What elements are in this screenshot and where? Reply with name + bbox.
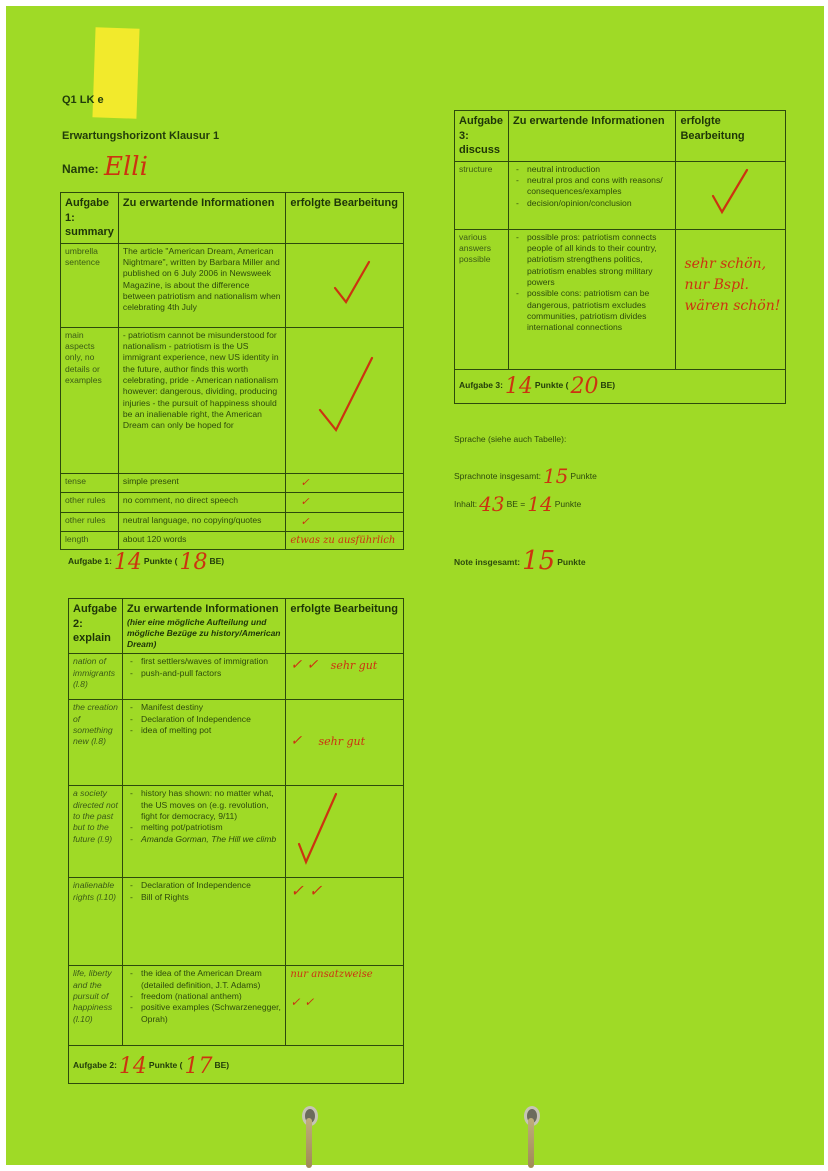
task1-criterion: other rules <box>61 493 119 513</box>
task3-mark-cell <box>676 229 786 369</box>
check-mark-icon: ✓ ✓ <box>290 657 319 674</box>
teacher-comment: nur ansatzweise <box>290 969 373 981</box>
task3-info: - possible pros: patriotism connects people of all kinds to their country, patriotism strengthens politics, patriotism enables strong military powers - possible cons: patriotism can be dangerous, patriotism excludes communities, patriotism divides international connections <box>508 229 675 369</box>
task1-criterion: main aspects only, no details or examples <box>61 327 119 473</box>
check-mark-icon <box>296 790 340 866</box>
task1-mark-cell <box>286 512 404 532</box>
task2-header-done: erfolgte Bearbeitung <box>286 599 404 654</box>
check-mark-icon: ✓ <box>300 514 310 528</box>
task2-criterion: a society directed not to the past but to the future (l.9) <box>69 786 123 878</box>
green-exam-sheet <box>6 6 824 1165</box>
teacher-comment: sehr gut <box>318 735 366 749</box>
task1-criterion: tense <box>61 473 119 493</box>
task2-info: - the idea of the American Dream (detailed definition, J.T. Adams) - freedom (national anthem) - positive examples (Schwarzenegger, Oprah) <box>122 966 285 1046</box>
task3-points: Aufgabe 3:14 Punkte (20 BE) <box>459 373 616 399</box>
binder-wire <box>306 1118 312 1168</box>
task1-info: about 120 words <box>118 532 285 550</box>
check-mark-icon <box>710 166 750 216</box>
task1-mark-cell <box>286 473 404 493</box>
task1-mark-cell <box>286 532 404 550</box>
page-title: Erwartungshorizont Klausur 1 <box>62 130 220 142</box>
task2-header-task: Aufgabe 2: explain <box>69 599 123 654</box>
language-score: 15 <box>542 464 569 488</box>
course-label: Q1 LK e <box>62 94 104 106</box>
task1-max: 18 <box>179 550 208 575</box>
content-score: 14 <box>527 492 553 516</box>
task1-info: no comment, no direct speech <box>118 493 285 513</box>
check-mark-icon: ✓ <box>300 475 310 489</box>
task2-mark-cell <box>286 654 404 700</box>
task3-mark-cell <box>676 161 786 229</box>
task2-criterion: inalienable rights (l.10) <box>69 878 123 966</box>
task1-points: Aufgabe 1:14 Punkte (18 BE) <box>68 550 225 575</box>
task1-criterion: length <box>61 532 119 550</box>
task1-header-done: erfolgte Bearbeitung <box>286 193 404 244</box>
task1-mark-cell <box>286 327 404 473</box>
content-grade: Inhalt: 43 BE = 14 Punkte <box>454 492 582 516</box>
task3-table <box>454 110 786 404</box>
task1-info: - patriotism cannot be misunderstood for nationalism - patriotism is the US immigrant experience, new US identity in the future, author finds this worth celebrating, pride - American nationalism however: dangerous, dividing, producing injuries - the pursuit of happiness should be an inalienable right, the American Dream can only be hoped for <box>118 327 285 473</box>
check-mark-icon <box>332 258 372 308</box>
teacher-comment: etwas zu ausführlich <box>290 535 396 547</box>
task1-info: neutral language, no copying/quotes <box>118 512 285 532</box>
task2-header-sub: (hier eine mögliche Aufteilung und mögliche Bezüge zu history/American Dream) <box>126 616 281 649</box>
name-label: Name: <box>62 162 99 176</box>
task2-header-info: Zu erwartende Informationen <box>126 603 279 615</box>
teacher-comment: sehr schön, nur Bspl. wären schön! <box>684 255 781 314</box>
teacher-comment: sehr gut <box>330 659 378 673</box>
task3-header-done: erfolgte Bearbeitung <box>676 111 786 162</box>
task2-criterion: the creation of something new (l.8) <box>69 700 123 786</box>
task3-criterion: structure <box>455 161 509 229</box>
task2-mark-cell <box>286 966 404 1046</box>
check-mark-icon <box>316 354 376 434</box>
task1-header-info: Zu erwartende Informationen <box>118 193 285 244</box>
task3-header-task: Aufgabe 3: discuss <box>455 111 509 162</box>
task1-header-task: Aufgabe 1: summary <box>61 193 119 244</box>
final-score: 15 <box>522 546 556 576</box>
task2-max: 17 <box>184 1054 213 1080</box>
task3-criterion: various answers possible <box>455 229 509 369</box>
final-grade: Note insgesamt:15 Punkte <box>454 546 586 576</box>
task3-score: 14 <box>504 373 533 399</box>
content-be: 43 <box>479 492 505 516</box>
task1-mark-cell <box>286 243 404 327</box>
check-mark-icon: ✓ <box>290 733 303 750</box>
language-grade: Sprachnote insgesamt: 15 Punkte <box>454 464 597 488</box>
task3-info: - neutral introduction - neutral pros and cons with reasons/ consequences/examples - decision/opinion/conclusion <box>508 161 675 229</box>
task1-score: 14 <box>113 550 142 575</box>
check-mark-icon: ✓ ✓ <box>290 995 315 1010</box>
task2-info: - Manifest destiny - Declaration of Independence - idea of melting pot <box>122 700 285 786</box>
task2-table <box>68 598 404 1084</box>
task2-score: 14 <box>118 1054 147 1080</box>
binder-wire <box>528 1118 534 1168</box>
task1-criterion: umbrella sentence <box>61 243 119 327</box>
task1-table <box>60 192 404 550</box>
check-mark-icon: ✓ <box>300 495 310 509</box>
task2-info: - history has shown: no matter what, the US moves on (e.g. revolution, fight for democracy, 9/11) - melting pot/patriotism - Amanda Gorman, The Hill we climb <box>122 786 285 878</box>
task1-criterion: other rules <box>61 512 119 532</box>
task1-info: simple present <box>118 473 285 493</box>
task2-criterion: nation of immigrants (l.8) <box>69 654 123 700</box>
task2-info: - Declaration of Independence - Bill of Rights <box>122 878 285 966</box>
task3-max: 20 <box>570 373 599 399</box>
task2-info: - first settlers/waves of immigration - push-and-pull factors <box>122 654 285 700</box>
check-mark-icon: ✓ ✓ <box>290 881 323 901</box>
task1-mark-cell <box>286 493 404 513</box>
task2-mark-cell <box>286 878 404 966</box>
task1-info: The article "American Dream, American Nightmare", written by Barbara Miller and published on 6 July 2006 in Newsweek Magazine, is about the difference between patriotism and nationalism when celebrating 4th July <box>118 243 285 327</box>
task3-header-info: Zu erwartende Informationen <box>508 111 675 162</box>
task2-points: Aufgabe 2:14 Punkte (17 BE) <box>73 1054 230 1080</box>
task2-mark-cell <box>286 700 404 786</box>
task2-criterion: life, liberty and the pursuit of happiness (l.10) <box>69 966 123 1046</box>
student-name: Elli <box>104 152 148 182</box>
language-label: Sprache (siehe auch Tabelle): <box>454 434 567 444</box>
task2-mark-cell <box>286 786 404 878</box>
